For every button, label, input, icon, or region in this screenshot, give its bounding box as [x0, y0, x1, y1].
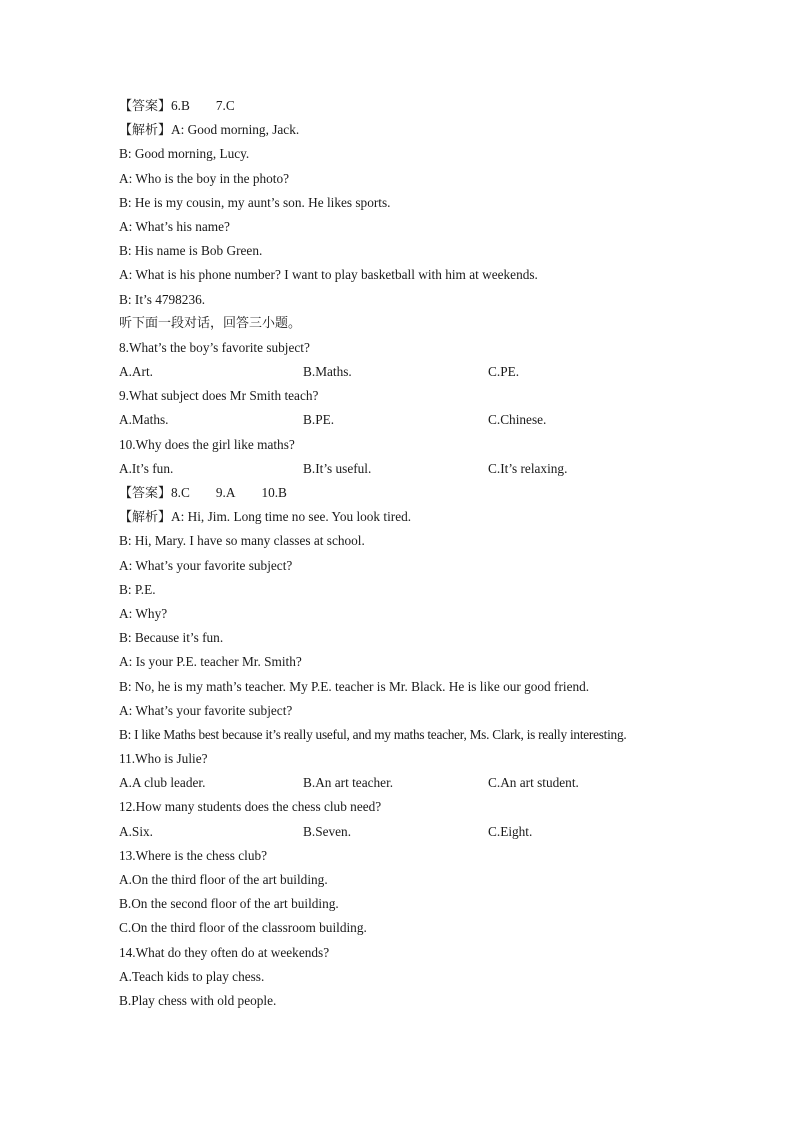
option-c: C.On the third floor of the classroom building. [119, 920, 367, 936]
options-row [119, 408, 719, 432]
option-a: A.It’s fun. [119, 460, 174, 476]
options-row [119, 771, 719, 795]
option-b: B.It’s useful. [303, 460, 372, 476]
option-c: C.An art student. [488, 775, 579, 791]
question-text: 14.What do they often do at weekends? [119, 944, 330, 960]
answer-tag: 【答案】 [119, 486, 172, 501]
option-c: C.Chinese. [488, 412, 547, 428]
options-row [119, 457, 719, 481]
answer-tag: 【答案】 [119, 99, 172, 114]
answer-value: 8.C [171, 485, 190, 500]
answer-value: 6.B [171, 98, 190, 113]
options-row [119, 360, 719, 384]
option-c: C.Eight. [488, 823, 533, 839]
option-a: A.A club leader. [119, 775, 206, 791]
section-instruction: 听下面一段对话，回答三小题。 [119, 315, 302, 331]
dialogue-line: B: His name is Bob Green. [119, 243, 263, 259]
dialogue-line: A: Who is the boy in the photo? [119, 170, 290, 186]
dialogue-line: A: What is his phone number? I want to play basketball with him at weekends. [119, 267, 538, 283]
dialogue-line: A: What’s your favorite subject? [119, 557, 293, 573]
analysis-line [119, 505, 719, 529]
option-c: C.It’s relaxing. [488, 460, 568, 476]
option-b: B.On the second floor of the art building. [119, 896, 339, 912]
document-page [119, 94, 719, 1013]
dialogue-line: B: Because it’s fun. [119, 630, 224, 646]
option-b: B.PE. [303, 412, 335, 428]
dialogue-line: B: I like Maths best because it’s really useful, and my maths teacher, Ms. Clark, is really interesting. [119, 726, 627, 742]
answer-value: 10.B [261, 485, 287, 500]
answer-line [119, 94, 719, 118]
analysis-tag: 【解析】 [119, 123, 172, 139]
dialogue-line: A: Why? [119, 605, 168, 621]
analysis-tag: 【解析】 [119, 510, 172, 526]
option-a: A.Teach kids to play chess. [119, 968, 265, 984]
answer-value: 7.C [215, 98, 235, 113]
question-text: 10.Why does the girl like maths? [119, 436, 295, 452]
dialogue-line: A: Is your P.E. teacher Mr. Smith? [119, 654, 302, 670]
question-text: 9.What subject does Mr Smith teach? [119, 388, 319, 404]
option-a: A.Maths. [119, 412, 169, 428]
option-a: A.Art. [119, 364, 153, 380]
dialogue-line: B: No, he is my math’s teacher. My P.E. teacher is Mr. Black. He is like our good friend. [119, 678, 590, 694]
dialogue-line: A: Good morning, Jack. [171, 122, 300, 138]
options-row [119, 820, 719, 844]
option-b: B.Play chess with old people. [119, 992, 277, 1008]
dialogue-line: B: It’s 4798236. [119, 291, 206, 307]
question-text: 11.Who is Julie? [119, 751, 208, 767]
dialogue-line: A: What’s your favorite subject? [119, 702, 293, 718]
dialogue-line: B: Good morning, Lucy. [119, 146, 250, 162]
answer-value: 9.A [215, 485, 236, 500]
dialogue-line: B: He is my cousin, my aunt’s son. He likes sports. [119, 194, 391, 210]
dialogue-line: B: P.E. [119, 581, 156, 597]
dialogue-line: B: Hi, Mary. I have so many classes at school. [119, 533, 365, 549]
dialogue-line: A: Hi, Jim. Long time no see. You look tired. [171, 509, 412, 525]
option-b: B.Seven. [303, 823, 352, 839]
option-b: B.Maths. [303, 364, 352, 380]
question-text: 13.Where is the chess club? [119, 847, 268, 863]
option-c: C.PE. [488, 364, 520, 380]
question-text: 12.How many students does the chess club need? [119, 799, 382, 815]
option-b: B.An art teacher. [303, 775, 394, 791]
answer-line [119, 481, 719, 505]
dialogue-line: A: What’s his name? [119, 218, 230, 234]
question-text: 8.What’s the boy’s favorite subject? [119, 339, 310, 355]
analysis-line [119, 118, 719, 142]
option-a: A.Six. [119, 823, 153, 839]
option-a: A.On the third floor of the art building. [119, 872, 328, 887]
